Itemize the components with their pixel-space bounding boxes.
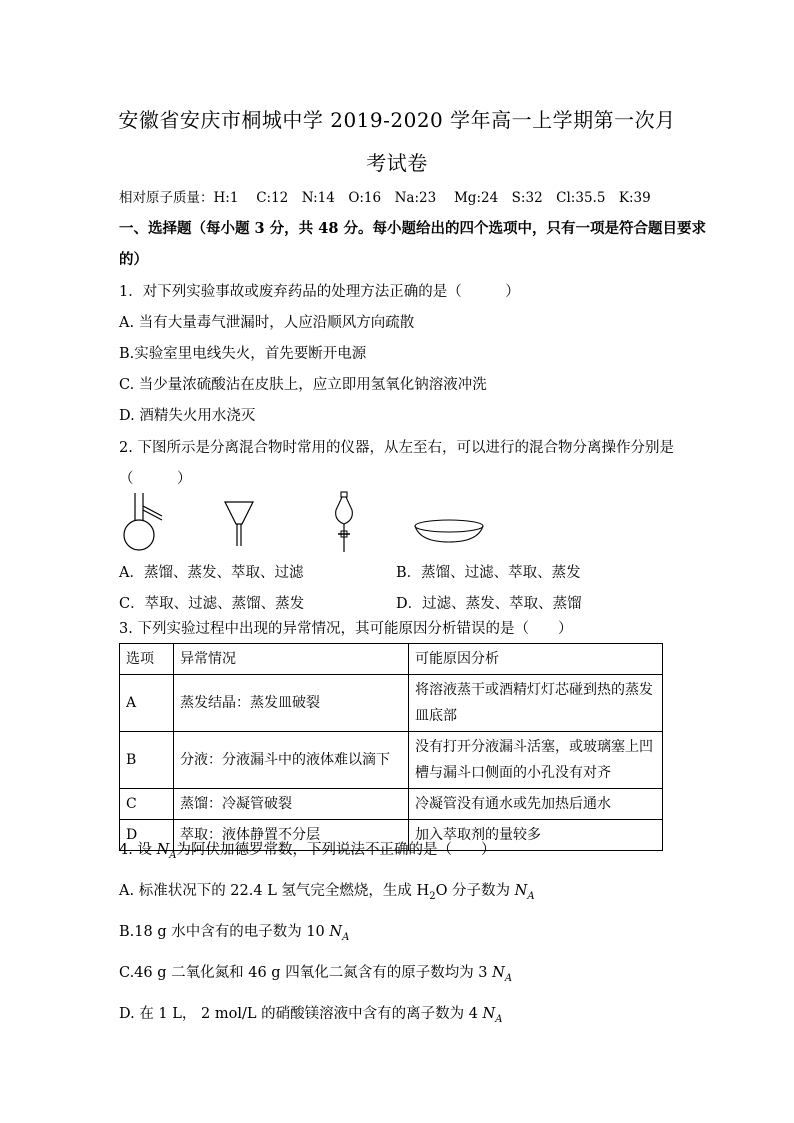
section1-heading-cont: 的）	[119, 251, 148, 268]
q1-option-a: A. 当有大量毒气泄漏时，人应沿顺风方向疏散	[119, 315, 415, 331]
table-row	[120, 675, 663, 732]
exam-title-line2: 考试卷	[366, 151, 428, 175]
section1-heading: 一、选择题（每小题 3 分，共 48 分。每小题给出的四个选项中，只有一项是符合题目要求	[119, 220, 706, 237]
atomic-masses: 相对原子质量：H:1 C:12 N:14 O:16 Na:23 Mg:24 S:32 Cl:35.5 K:39	[119, 190, 651, 206]
separatory-funnel-icon	[330, 490, 358, 554]
table-header-cell: 异常情况	[174, 644, 409, 675]
table-cell-case: 蒸发结晶：蒸发皿破裂	[174, 675, 409, 732]
q4-stem	[119, 838, 495, 861]
table-cell-case: 蒸馏：冷凝管破裂	[174, 789, 409, 820]
avogadro-subscript: A	[342, 931, 350, 943]
q4-option-c	[119, 961, 512, 984]
table-cell-option: D	[120, 820, 174, 851]
q4-a-text-cont: O 分子数为	[435, 883, 515, 899]
funnel-icon	[222, 490, 256, 548]
avogadro-subscript: A	[527, 890, 535, 902]
q4-stem-prefix: 4. 设	[119, 842, 157, 858]
q2-option-a: A．蒸馏、蒸发、萃取、过滤	[119, 565, 304, 581]
q4-stem-suffix: 为阿伏加德罗常数，下列说法不正确的是（ ）	[176, 842, 496, 858]
avogadro-symbol: N	[156, 842, 170, 858]
table-cell-case: 分液：分液漏斗中的液体难以滴下	[174, 732, 409, 789]
table-cell-reason	[409, 675, 663, 732]
table-header-row	[120, 644, 663, 675]
q1-option-c: C. 当少量浓硫酸沾在皮肤上，应立即用氢氧化钠溶液冲洗	[119, 377, 487, 393]
q2-option-d: D．过滤、蒸发、萃取、蒸馏	[396, 596, 582, 612]
table-cell-reason: 加入萃取剂的量较多	[409, 820, 663, 851]
q4-option-b	[119, 920, 349, 943]
reason-line: 槽与漏斗口侧面的小孔没有对齐	[415, 765, 611, 781]
table-cell-option: A	[120, 675, 174, 732]
reason-line: 将溶液蒸干或酒精灯灯芯碰到热的蒸发	[415, 682, 653, 698]
q1-option-b: B.实验室里电线失火，首先要断开电源	[119, 346, 367, 362]
q2-paren: （ ）	[119, 471, 192, 487]
avogadro-subscript: A	[169, 849, 177, 861]
table-cell-option: B	[120, 732, 174, 789]
q4-d-text: D. 在 1 L， 2 mol/L 的硝酸镁溶液中含有的离子数为 4	[119, 1006, 483, 1022]
q4-a-text: A. 标准状况下的 22.4 L 氢气完全燃烧，生成 H	[119, 883, 430, 899]
table-row	[120, 789, 663, 820]
table-header-cell: 可能原因分析	[409, 644, 663, 675]
q2-option-c: C．萃取、过滤、蒸馏、蒸发	[119, 596, 305, 612]
evaporating-dish-icon	[412, 516, 486, 546]
q4-option-d	[119, 1002, 502, 1025]
table-header-cell: 选项	[120, 644, 174, 675]
avogadro-symbol: N	[514, 883, 528, 899]
q2-stem: 2. 下图所示是分离混合物时常用的仪器，从左至右，可以进行的混合物分离操作分别是	[119, 440, 674, 456]
q1-stem: 1．对下列实验事故或废弃药品的处理方法正确的是（ ）	[119, 284, 520, 300]
q2-option-b: B．蒸馏、过滤、萃取、蒸发	[396, 565, 581, 581]
avogadro-symbol: N	[492, 965, 505, 981]
q4-option-a	[119, 879, 535, 902]
table-cell-reason	[409, 732, 663, 789]
q3-stem: 3. 下列实验过程中出现的异常情况，其可能原因分析错误的是（ ）	[119, 621, 573, 637]
h2o-subscript: 2	[429, 890, 436, 902]
q4-c-text: C.46 g 二氧化氮和 46 g 四氧化二氮含有的原子数均为 3	[119, 965, 493, 981]
avogadro-subscript: A	[504, 972, 513, 984]
avogadro-symbol: N	[329, 924, 343, 940]
q1-option-d: D. 酒精失火用水浇灭	[119, 408, 256, 424]
distillation-flask-icon	[118, 490, 168, 552]
avogadro-symbol: N	[482, 1006, 496, 1022]
table-row	[120, 732, 663, 789]
avogadro-subscript: A	[495, 1013, 503, 1025]
reason-line: 皿底部	[415, 708, 457, 724]
reason-line: 没有打开分液漏斗活塞，或玻璃塞上凹	[415, 739, 653, 755]
exam-title-line1: 安徽省安庆市桐城中学 2019-2020 学年高一上学期第一次月	[118, 108, 676, 132]
table-cell-option: C	[120, 789, 174, 820]
table-cell-reason: 冷凝管没有通水或先加热后通水	[409, 789, 663, 820]
q4-b-text: B.18 g 水中含有的电子数为 10	[119, 924, 330, 940]
q3-table	[119, 643, 663, 851]
table-cell-case: 萃取：液体静置不分层	[174, 820, 409, 851]
